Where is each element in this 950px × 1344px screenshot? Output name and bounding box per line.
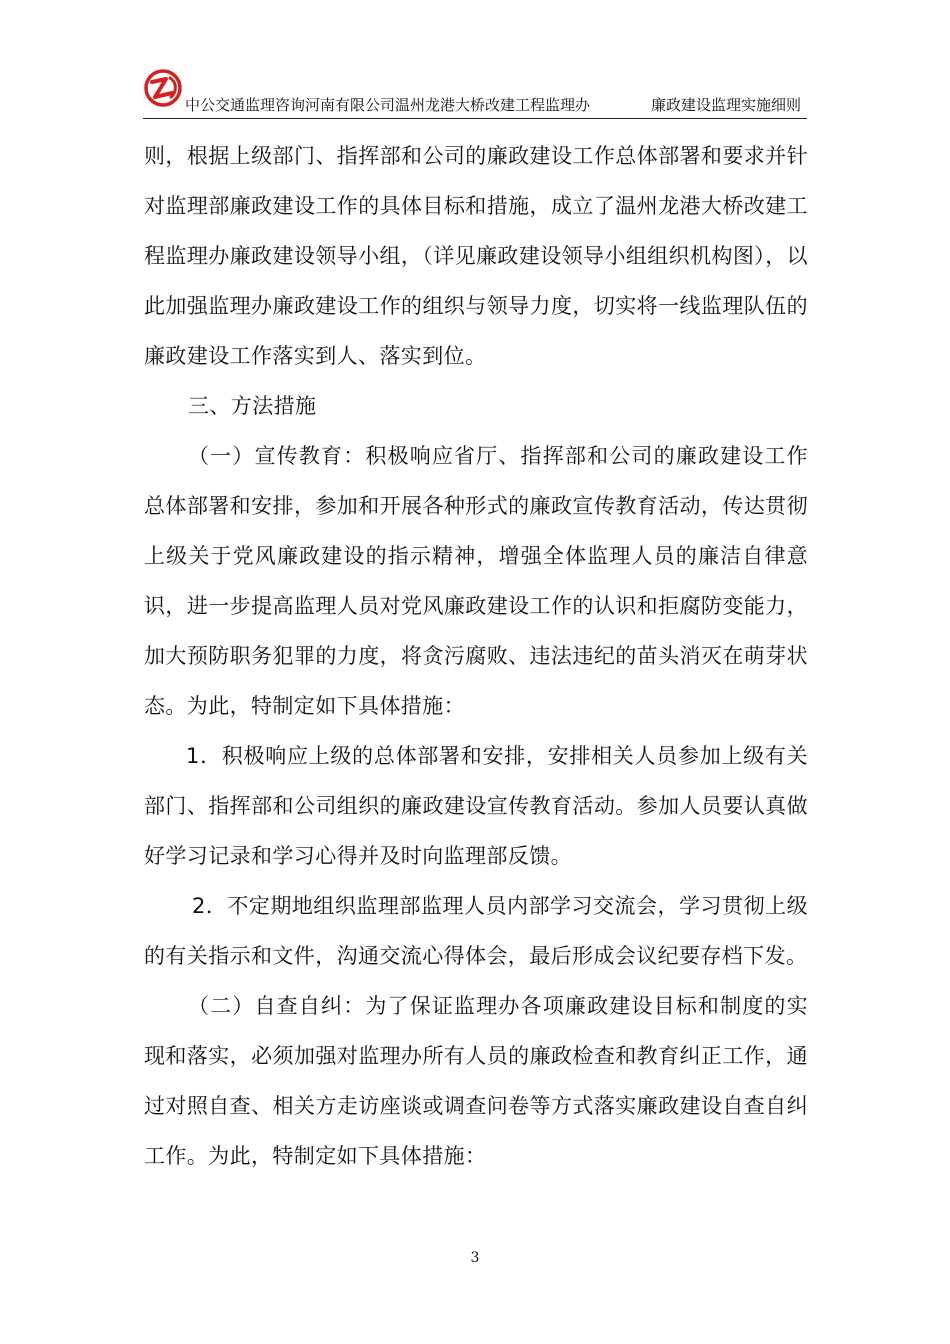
company-logo — [141, 66, 185, 110]
section-heading-methods: 三、方法措施 — [188, 394, 317, 418]
body-paragraph: （一）宣传教育：积极响应省厅、指挥部和公司的廉政建设工作总体部署和安排，参加和开展各种形式的廉政宣传教育活动，传达贯彻上级关于党风廉政建设的指示精神，增强全体监理人员的廉洁自律意识，进一步提高监理人员对党风廉政建设工作的认识和拒腐防变能力，加大预防职务犯罪的力度，将贪污腐败、违法违纪的苗头消灭在萌芽状态。为此，特制定如下具体措施： — [144, 444, 808, 718]
header-document-title: 廉政建设监理实施细则 — [651, 96, 802, 114]
document-body — [144, 131, 808, 1181]
list-item-paragraph: 1．积极响应上级的总体部署和安排，安排相关人员参加上级有关部门、指挥部和公司组织的廉政建设宣传教育活动。参加人员要认真做好学习记录和学习心得并及时向监理部反馈。 — [144, 744, 808, 868]
header-divider — [143, 118, 807, 119]
body-paragraph: 则，根据上级部门、指挥部和公司的廉政建设工作总体部署和要求并针对监理部廉政建设工作的具体目标和措施，成立了温州龙港大桥改建工程监理办廉政建设领导小组，（详见廉政建设领导小组组织机构图），以此加强监理办廉政建设工作的组织与领导力度，切实将一线监理队伍的廉政建设工作落实到人、落实到位。 — [144, 144, 808, 368]
list-item-paragraph: 2．不定期地组织监理部监理人员内部学习交流会，学习贯彻上级的有关指示和文件，沟通交流心得体会，最后形成会议纪要存档下发。 — [144, 894, 808, 968]
logo-mark-icon — [141, 66, 185, 110]
header-company-name: 中公交通监理咨询河南有限公司温州龙港大桥改建工程监理办 — [185, 96, 591, 114]
page-number: 3 — [470, 1250, 480, 1266]
body-paragraph: （二）自查自纠：为了保证监理办各项廉政建设目标和制度的实现和落实，必须加强对监理办所有人员的廉政检查和教育纠正工作，通过对照自查、相关方走访座谈或调查问卷等方式落实廉政建设自查自纠工作。为此，特制定如下具体措施： — [144, 994, 808, 1168]
